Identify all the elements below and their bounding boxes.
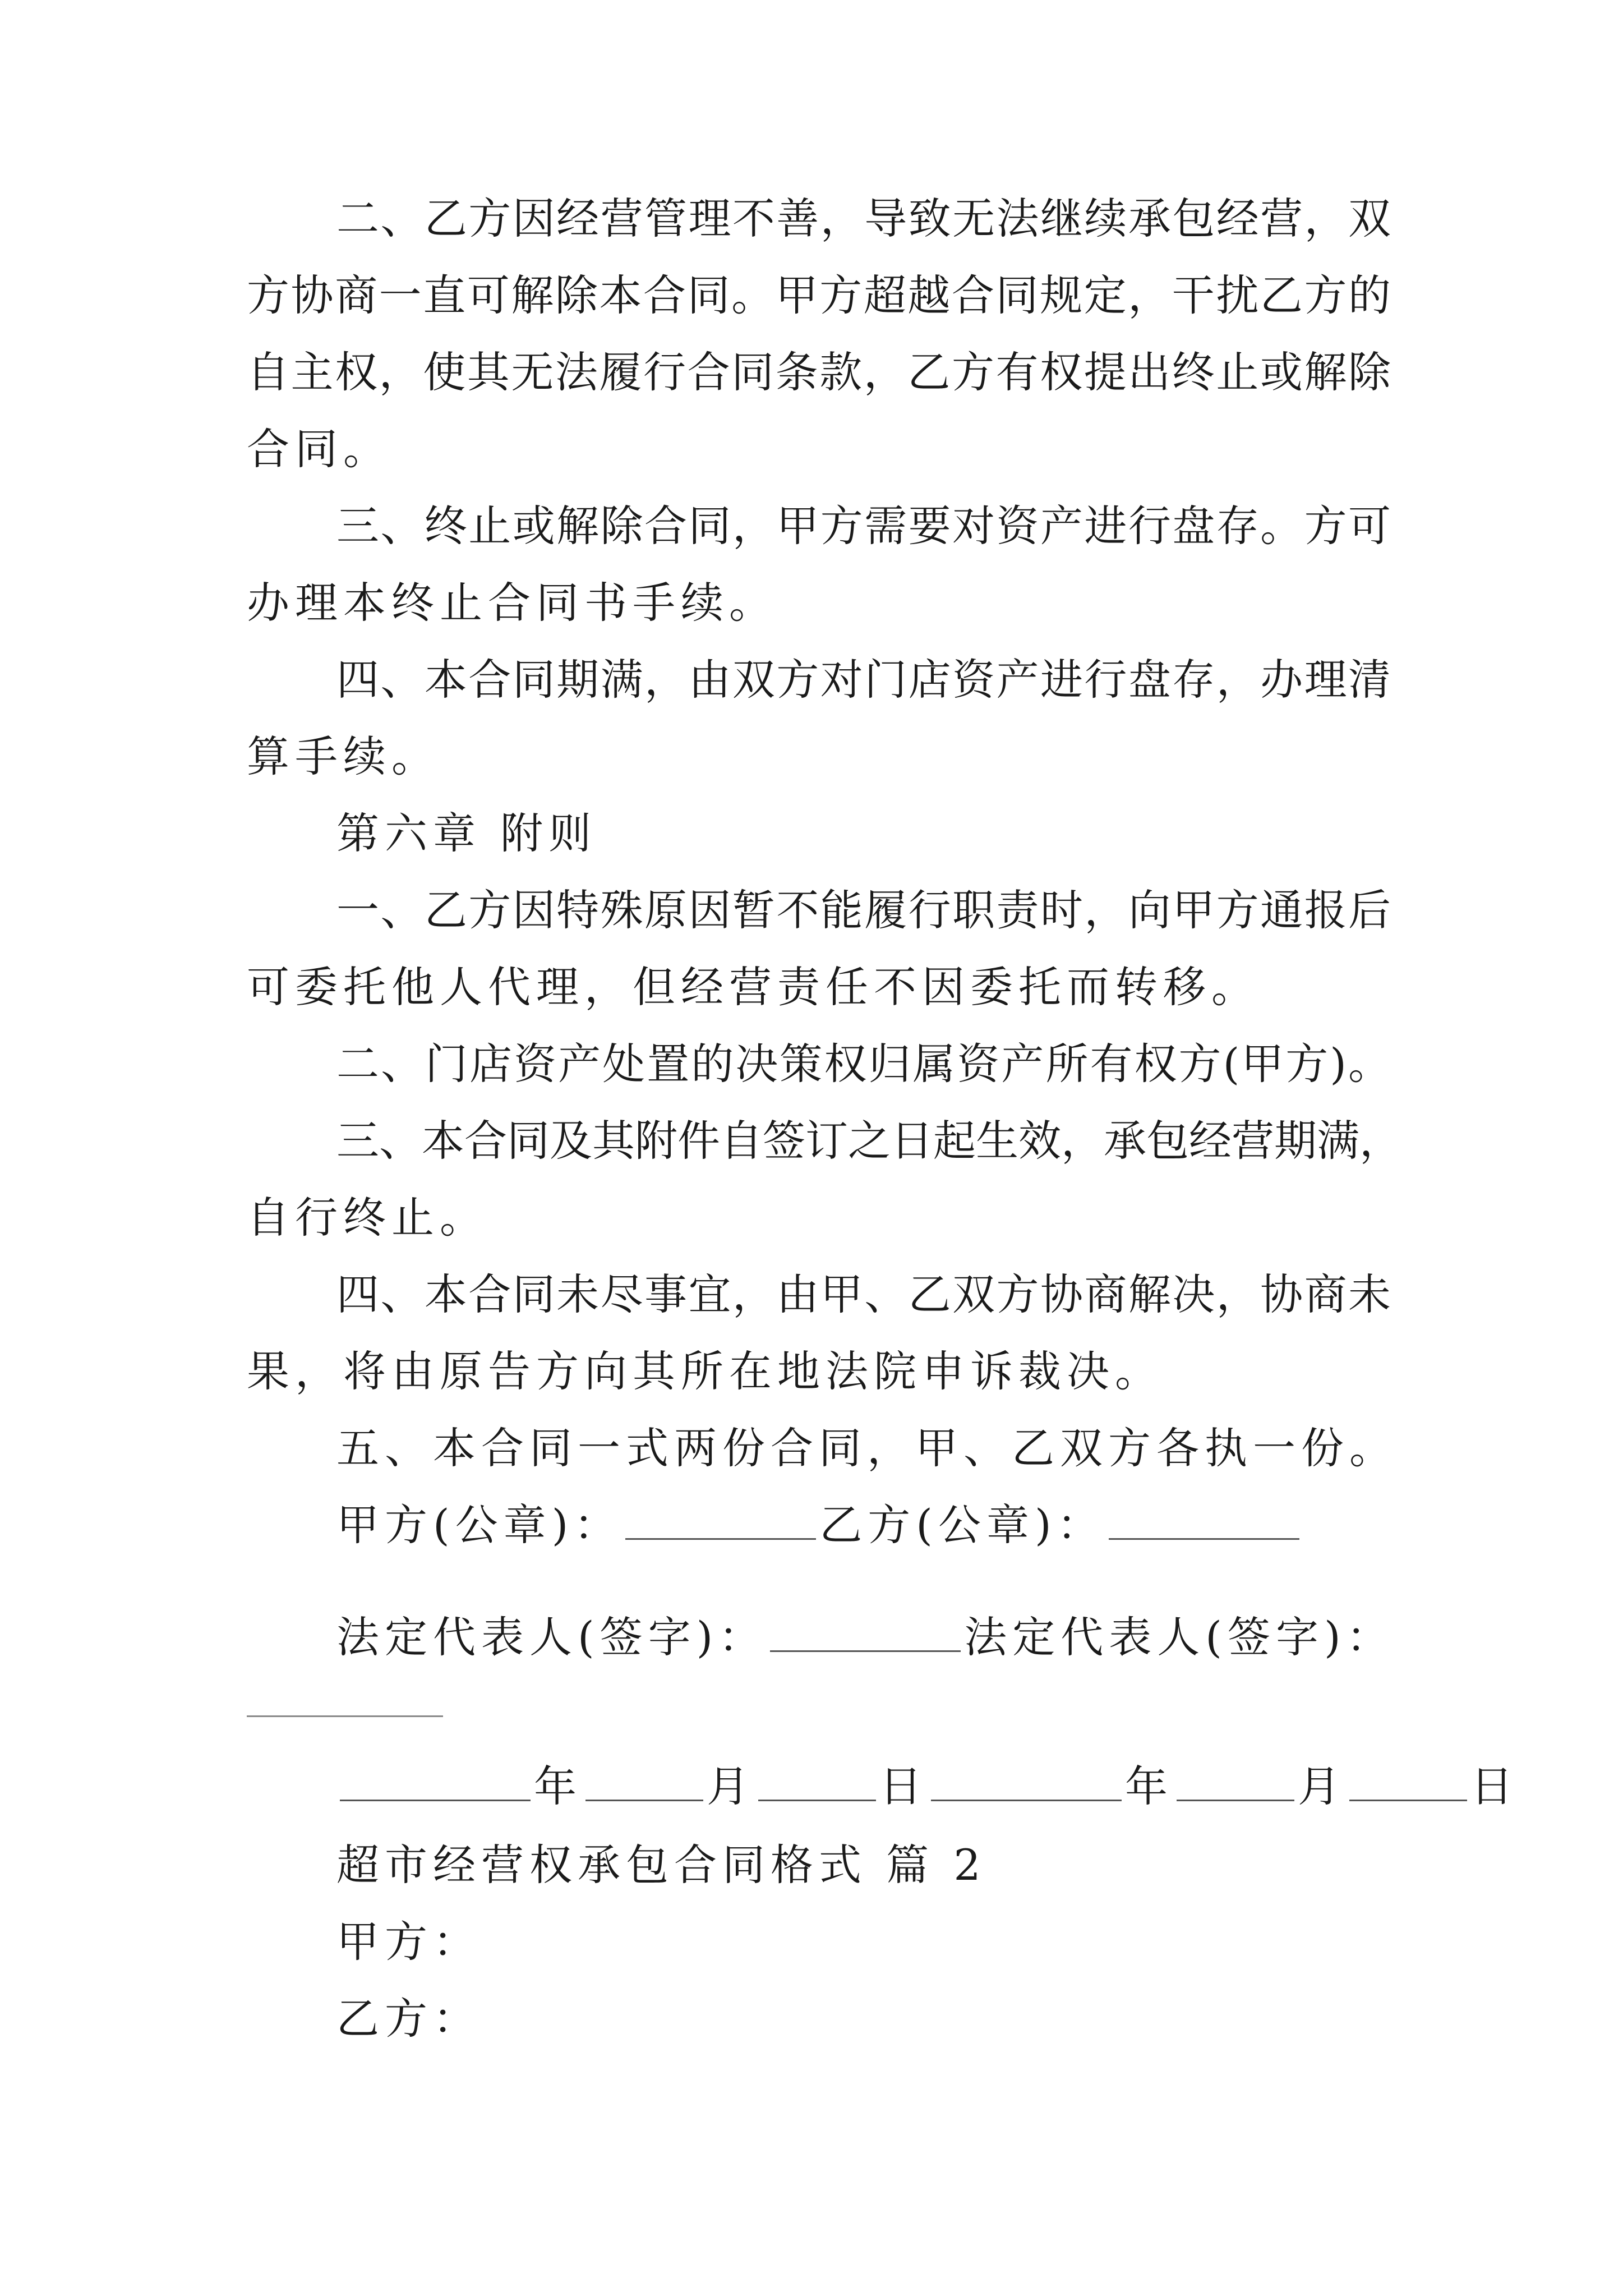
chapter-heading: 第六章 附则 [336, 808, 597, 858]
paragraph-line: 办理本终止合同书手续。 [247, 578, 777, 628]
paragraph-line: 五、本合同一式两份合同，甲、乙双方各执一份。 [336, 1423, 1398, 1473]
year-b-label: 年 [1125, 1761, 1173, 1811]
seal-b-blank [1109, 1499, 1299, 1540]
year-b-blank [931, 1760, 1122, 1801]
party-a-label: 甲方： [336, 1917, 481, 1967]
month-a-label: 月 [707, 1761, 755, 1811]
paragraph-line: 三、终止或解除合同，甲方需要对资产进行盘存。方可 [336, 501, 1391, 551]
paragraph-line: 一、乙方因特殊原因暂不能履行职责时，向甲方通报后 [336, 885, 1391, 935]
section-title: 超市经营权承包合同格式 篇 2 [336, 1840, 986, 1890]
date-line [336, 1759, 1519, 1815]
paragraph-line: 四、本合同期满，由双方对门店资产进行盘存，办理清 [336, 655, 1391, 705]
paragraph-line: 四、本合同未尽事宜，由甲、乙双方协商解决，协商未 [336, 1269, 1391, 1319]
seal-b-label: 乙方(公章)： [819, 1500, 1105, 1550]
paragraph-line: 可委托他人代理，但经营责任不因委托而转移。 [247, 962, 1260, 1012]
day-a-label: 日 [879, 1761, 928, 1811]
party-b-label: 乙方： [336, 1994, 481, 2044]
rep-b-label: 法定代表人(签字)： [964, 1612, 1395, 1662]
rep-b-blank [247, 1715, 443, 1717]
paragraph-line: 果，将由原告方向其所在地法院申诉裁决。 [247, 1346, 1163, 1396]
day-b-label: 日 [1470, 1761, 1519, 1811]
day-b-blank [1349, 1760, 1467, 1801]
paragraph-line: 合同。 [247, 424, 391, 474]
rep-a-blank [770, 1611, 961, 1652]
year-a-label: 年 [534, 1761, 582, 1811]
month-b-label: 月 [1298, 1761, 1346, 1811]
paragraph-line: 三、本合同及其附件自签订之日起生效，承包经营期满， [336, 1116, 1402, 1166]
month-a-blank [585, 1760, 703, 1801]
year-a-blank [340, 1760, 531, 1801]
seal-a-blank [625, 1499, 816, 1540]
representative-line [336, 1609, 1395, 1665]
day-a-blank [758, 1760, 876, 1801]
paragraph-line: 方协商一直可解除本合同。甲方超越合同规定，干扰乙方的 [247, 270, 1391, 320]
seal-a-label: 甲方(公章)： [336, 1500, 623, 1550]
paragraph-line: 自主权，使其无法履行合同条款，乙方有权提出终止或解除 [247, 347, 1391, 397]
paragraph-line: 二、门店资产处置的决策权归属资产所有权方(甲方)。 [336, 1039, 1391, 1089]
paragraph-line: 算手续。 [247, 731, 440, 781]
paragraph-line: 二、乙方因经营管理不善，导致无法继续承包经营，双 [336, 194, 1391, 243]
seal-line [336, 1497, 1391, 1553]
rep-a-label: 法定代表人(签字)： [336, 1612, 767, 1662]
month-b-blank [1177, 1760, 1294, 1801]
paragraph-line: 自行终止。 [247, 1193, 488, 1243]
